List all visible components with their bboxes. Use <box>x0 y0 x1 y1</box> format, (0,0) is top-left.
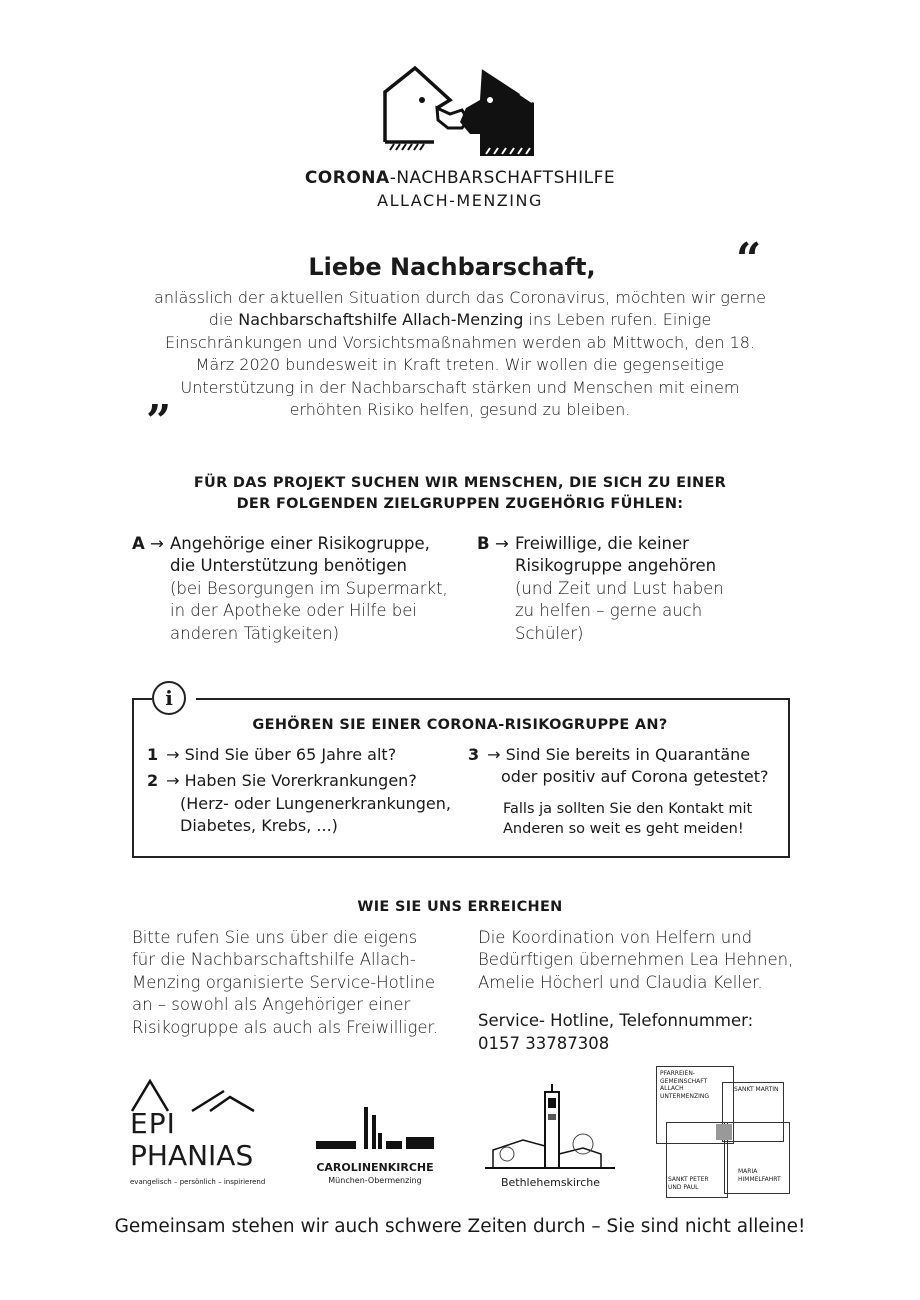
greeting: Liebe Nachbarschaft, <box>308 253 596 281</box>
epiphanias-logo <box>130 1075 270 1190</box>
target-group-b <box>477 533 777 645</box>
group-a-letter: A <box>132 534 145 553</box>
risk-box-top-border-left <box>132 698 152 700</box>
question-1: 1 → Sind Sie über 65 Jahre alt? <box>147 745 397 764</box>
arrow-icon: → <box>495 534 509 553</box>
group-b-detail-3: Schüler) <box>515 623 584 643</box>
pfarrei-maria: MARIA HIMMELFAHRT <box>738 1168 781 1183</box>
risk-advice: Falls ja sollten Sie den Kontakt mit Anderen so weit es geht meiden! <box>503 800 753 837</box>
pfarreiengemeinschaft-logo <box>652 1064 792 1199</box>
project-heading <box>0 473 920 515</box>
footer-message: Gemeinsam stehen wir auch schwere Zeiten durch – Sie sind nicht alleine! <box>114 1216 806 1237</box>
project-heading-line-2: DER FOLGENDEN ZIELGRUPPEN ZUGEHÖRIG FÜHLEN: <box>236 496 684 512</box>
info-icon: i <box>152 681 186 715</box>
group-a-head-2: die Unterstützung benötigen <box>170 556 407 576</box>
risk-heading: GEHÖREN SIE EINER CORONA-RISIKOGRUPPE AN? <box>252 717 668 733</box>
risk-box-top-border <box>196 698 788 700</box>
group-a-detail-3: anderen Tätigkeiten) <box>170 623 340 643</box>
pfarrei-centre-square <box>716 1124 732 1140</box>
open-quote-mark: “ <box>736 234 762 285</box>
pfarrei-frame-4 <box>724 1122 790 1194</box>
epiphanias-line-2: PHANIAS <box>130 1139 254 1172</box>
close-quote-mark: ” <box>146 396 172 447</box>
group-b-head-1: Freiwillige, die keiner <box>515 534 689 553</box>
carolinenkirche-place: München-Obermenzing <box>328 1176 422 1185</box>
intro-part-1: anlässlich der aktuellen Situation durch das Coronavirus, möchten wir gerne die <box>154 288 766 330</box>
arrow-icon: → <box>166 771 180 791</box>
group-b-detail-1: (und Zeit und Lust haben <box>515 578 724 598</box>
church-silhouette-icon <box>312 1105 438 1155</box>
contact-left-text: Bitte rufen Sie uns über die eigens für die Nachbarschaftshilfe Allach- Menzing organisierte Service-Hotline an – sowohl als Angehöriger einer Risikogruppe als auch als Freiwilliger. <box>132 928 439 1037</box>
intro-highlight: Nachbarschaftshilfe Allach-Menzing <box>238 310 524 330</box>
question-2-detail-2: Diabetes, Krebs, ...) <box>180 816 338 836</box>
intro-part-2: ins Leben rufen. Einige Einschränkungen und Vorsichtsmaßnahmen werden ab Mittwoch, den 18. März 2020 bundesweit in Kraft treten. Wir wollen die gegenseitige Unterstützung in der Nachbarschaft stärken und Menschen mit einem erhöhten Risiko helfen, gesund zu bleiben. <box>164 310 756 420</box>
contact-heading: WIE SIE UNS ERREICHEN <box>357 899 563 915</box>
project-heading-line-1: FÜR DAS PROJEKT SUCHEN WIR MENSCHEN, DIE SICH ZU EINER <box>193 475 727 491</box>
pfarrei-martin: SANKT MARTIN <box>734 1086 779 1093</box>
question-2-detail-1: (Herz- oder Lungenerkrankungen, <box>180 793 451 813</box>
org-title <box>0 168 920 188</box>
bethlehemskirche-logo <box>483 1084 618 1194</box>
hotline-number[interactable]: 0157 33787308 <box>478 1033 610 1053</box>
carolinenkirche-name: CAROLINENKIRCHE <box>316 1161 434 1174</box>
epiphanias-line-1: EPI <box>130 1107 176 1140</box>
arrow-icon: → <box>166 745 180 764</box>
pfarrei-label: PFARREIEN- GEMEINSCHAFT ALLACH UNTERMENZING <box>660 1070 709 1100</box>
hotline-label: Service- Hotline, Telefonnummer: <box>478 1011 754 1031</box>
target-group-a <box>132 533 462 645</box>
group-a-head-1: Angehörige einer Risikogruppe, <box>170 534 430 553</box>
carolinenkirche-logo <box>312 1105 438 1190</box>
risk-questions-left <box>147 744 467 838</box>
neighbourhood-houses-logo <box>382 64 542 160</box>
arrow-icon: → <box>487 745 501 764</box>
question-2: 2 → Haben Sie Vorerkrankungen? <box>147 771 417 791</box>
group-a-detail-1: (bei Besorgungen im Supermarkt, <box>170 578 448 598</box>
arrow-icon: → <box>150 534 164 553</box>
epiphanias-tagline: evangelisch – persönlich – inspirierend <box>130 1178 266 1186</box>
bethlehemskirche-name: Bethlehemskirche <box>500 1176 601 1189</box>
question-3: 3 → Sind Sie bereits in Quarantäne <box>468 745 751 764</box>
group-b-detail-2: zu helfen – gerne auch <box>515 601 703 621</box>
risk-questions-right <box>468 744 778 839</box>
org-title-rest: -NACHBARSCHAFTSHILFE <box>389 168 616 188</box>
group-a-detail-2: in der Apotheke oder Hilfe bei <box>170 601 417 621</box>
intro-paragraph <box>150 287 770 421</box>
org-subtitle: ALLACH-MENZING <box>377 191 543 210</box>
org-title-bold: CORONA <box>304 168 390 188</box>
group-b-head-2: Risikogruppe angehören <box>515 556 717 576</box>
contact-right-text: Die Koordination von Helfern und Bedürftigen übernehmen Lea Hehnen, Amelie Höcherl und Claudia Keller. Service- Hotline, Telefonnummer: 0157 33787308 <box>478 927 798 1055</box>
group-b-letter: B <box>477 534 490 553</box>
pfarrei-peter: SANKT PETER UND PAUL <box>668 1176 709 1191</box>
question-3-line-2: oder positiv auf Corona getestet? <box>501 767 769 787</box>
church-drawing-icon <box>483 1084 618 1172</box>
